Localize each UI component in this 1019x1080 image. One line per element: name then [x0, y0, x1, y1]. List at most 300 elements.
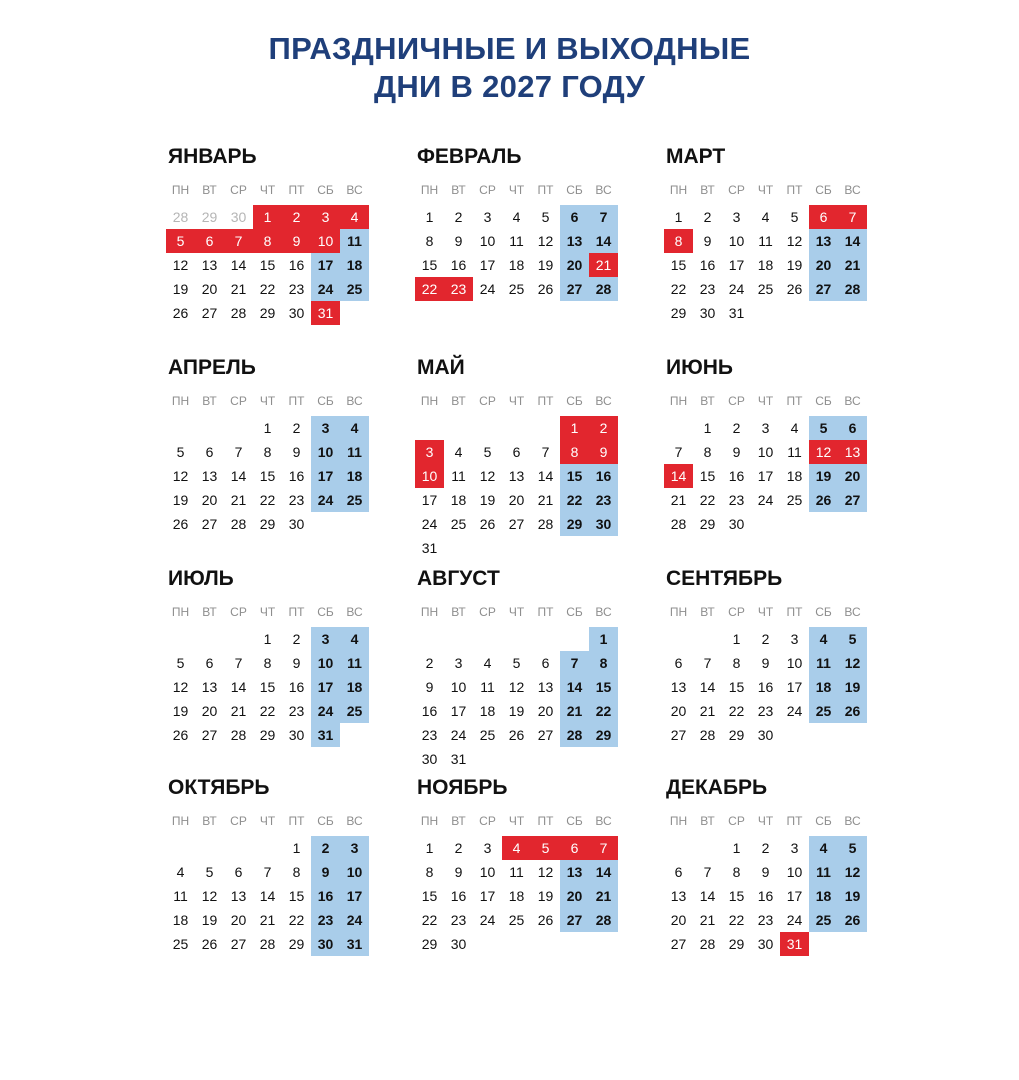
day-cell: 4 — [340, 416, 369, 440]
day-cell: 19 — [786, 257, 803, 273]
day-cell: 24 — [450, 727, 467, 743]
day-cell: 1 — [263, 631, 272, 647]
day-cell: 17 — [479, 257, 496, 273]
day-cell: 24 — [421, 516, 438, 532]
day-cell: 30 — [311, 932, 340, 956]
weekday-header: ВС — [844, 183, 861, 197]
day-cell: 10 — [340, 860, 369, 884]
day-cell: 10 — [757, 444, 774, 460]
day-cell: 24 — [340, 908, 369, 932]
day-cell: 31 — [780, 932, 809, 956]
day-cell: 29 — [670, 305, 687, 321]
day-cell: 20 — [201, 281, 218, 297]
day-cell: 19 — [479, 492, 496, 508]
day-cell: 7 — [263, 864, 272, 880]
day-cell: 21 — [699, 912, 716, 928]
day-cell: 22 — [728, 703, 745, 719]
day-cell: 18 — [809, 675, 838, 699]
weekday-header: СР — [230, 814, 247, 828]
weekday-header: ПН — [669, 605, 688, 619]
day-cell: 13 — [201, 679, 218, 695]
day-cell: 6 — [560, 205, 589, 229]
weekday-header: СБ — [566, 814, 583, 828]
day-cell: 9 — [311, 860, 340, 884]
day-cell: 2 — [703, 209, 712, 225]
day-cell: 16 — [589, 464, 618, 488]
day-cell: 27 — [201, 727, 218, 743]
day-cell: 27 — [201, 516, 218, 532]
day-cell: 8 — [263, 444, 272, 460]
weekday-header: ВТ — [202, 605, 217, 619]
weekday-header: ЧТ — [508, 394, 525, 408]
month-name: МАРТ — [666, 145, 726, 168]
day-cell: 29 — [589, 723, 618, 747]
day-cell: 9 — [761, 864, 770, 880]
day-cell: 11 — [509, 233, 524, 249]
day-cell: 24 — [479, 281, 496, 297]
day-cell: 1 — [703, 420, 712, 436]
day-cell: 6 — [674, 864, 683, 880]
day-cell: 6 — [560, 836, 589, 860]
day-cell: 5 — [483, 444, 492, 460]
day-cell: 28 — [560, 723, 589, 747]
day-cell: 1 — [425, 209, 434, 225]
day-cell: 10 — [786, 655, 803, 671]
day-cell: 4 — [809, 836, 838, 860]
day-cell: 26 — [172, 516, 189, 532]
day-cell: 27 — [670, 936, 687, 952]
day-cell: 29 — [259, 516, 276, 532]
day-cell: 13 — [560, 229, 589, 253]
day-cell: 28 — [699, 727, 716, 743]
day-cell: 5 — [166, 229, 195, 253]
day-cell: 15 — [728, 888, 745, 904]
title-line-2: ДНИ В 2027 ГОДУ — [373, 69, 646, 104]
day-cell: 21 — [699, 703, 716, 719]
day-cell: 12 — [537, 864, 554, 880]
day-cell: 3 — [790, 631, 799, 647]
weekday-header: ВС — [346, 394, 363, 408]
weekday-header: ВТ — [451, 814, 466, 828]
day-cell: 15 — [560, 464, 589, 488]
day-cell: 15 — [670, 257, 687, 273]
weekday-header: ПН — [420, 814, 439, 828]
day-cell: 6 — [195, 229, 224, 253]
day-cell: 2 — [454, 840, 463, 856]
day-cell: 7 — [838, 205, 867, 229]
day-cell: 18 — [340, 253, 369, 277]
day-cell: 24 — [311, 488, 340, 512]
day-cell: 10 — [311, 440, 340, 464]
weekday-header: ВТ — [700, 605, 715, 619]
weekday-header: ВС — [346, 605, 363, 619]
month-name: АВГУСТ — [417, 567, 500, 590]
day-cell: 21 — [589, 253, 618, 277]
day-cell: 25 — [340, 277, 369, 301]
day-cell: 23 — [288, 492, 305, 508]
day-cell: 23 — [728, 492, 745, 508]
day-cell: 29 — [560, 512, 589, 536]
day-cell: 11 — [509, 864, 524, 880]
weekday-header: ПН — [420, 605, 439, 619]
day-cell: 25 — [172, 936, 189, 952]
weekday-header: ПН — [420, 183, 439, 197]
day-cell: 10 — [415, 464, 444, 488]
weekday-header: ПТ — [786, 605, 803, 619]
day-cell: 27 — [230, 936, 247, 952]
weekday-header: ПН — [171, 605, 190, 619]
day-cell: 18 — [508, 888, 525, 904]
day-cell: 6 — [234, 864, 243, 880]
day-cell: 26 — [537, 912, 554, 928]
day-cell: 12 — [508, 679, 525, 695]
day-cell: 24 — [311, 699, 340, 723]
day-cell: 3 — [415, 440, 444, 464]
day-cell: 6 — [838, 416, 867, 440]
day-cell: 17 — [421, 492, 438, 508]
day-cell: 18 — [809, 884, 838, 908]
day-cell: 22 — [699, 492, 716, 508]
day-cell: 21 — [230, 703, 247, 719]
day-cell: 2 — [292, 420, 301, 436]
weekday-header: СР — [728, 394, 745, 408]
day-cell: 26 — [809, 488, 838, 512]
day-cell: 21 — [560, 699, 589, 723]
day-cell: 17 — [786, 679, 803, 695]
day-cell: 16 — [288, 468, 305, 484]
other-month-day: 29 — [201, 209, 218, 225]
day-cell: 19 — [172, 492, 189, 508]
day-cell: 29 — [288, 936, 305, 952]
day-cell: 6 — [512, 444, 521, 460]
page-title — [0, 30, 1019, 106]
day-cell: 28 — [230, 727, 247, 743]
weekday-header: ЧТ — [508, 183, 525, 197]
other-month-day: 28 — [172, 209, 189, 225]
day-cell: 20 — [838, 464, 867, 488]
day-cell: 31 — [340, 932, 369, 956]
day-cell: 22 — [259, 492, 276, 508]
day-cell: 5 — [809, 416, 838, 440]
day-cell: 14 — [259, 888, 276, 904]
day-cell: 14 — [664, 464, 693, 488]
day-cell: 23 — [589, 488, 618, 512]
day-cell: 27 — [508, 516, 525, 532]
day-cell: 8 — [703, 444, 712, 460]
day-cell: 2 — [292, 631, 301, 647]
weekday-header: ЧТ — [757, 394, 774, 408]
day-cell: 10 — [479, 233, 496, 249]
day-cell: 30 — [589, 512, 618, 536]
day-cell: 2 — [282, 205, 311, 229]
day-cell: 3 — [454, 655, 463, 671]
day-cell: 11 — [809, 651, 838, 675]
day-cell: 11 — [451, 468, 466, 484]
day-cell: 6 — [541, 655, 550, 671]
month-name: НОЯБРЬ — [417, 776, 508, 799]
weekday-header: СБ — [317, 394, 334, 408]
day-cell: 27 — [809, 277, 838, 301]
day-cell: 4 — [761, 209, 770, 225]
weekday-header: СБ — [317, 183, 334, 197]
day-cell: 16 — [288, 679, 305, 695]
day-cell: 16 — [421, 703, 438, 719]
day-cell: 4 — [512, 209, 521, 225]
weekday-header: ВТ — [700, 394, 715, 408]
day-cell: 15 — [421, 257, 438, 273]
day-cell: 26 — [838, 908, 867, 932]
day-cell: 7 — [224, 229, 253, 253]
day-cell: 9 — [732, 444, 741, 460]
day-cell: 21 — [670, 492, 687, 508]
day-cell: 19 — [537, 888, 554, 904]
weekday-header: ВТ — [451, 605, 466, 619]
day-cell: 21 — [838, 253, 867, 277]
day-cell: 7 — [589, 205, 618, 229]
day-cell: 14 — [699, 679, 716, 695]
day-cell: 17 — [311, 464, 340, 488]
weekday-header: ПТ — [288, 605, 305, 619]
day-cell: 23 — [311, 908, 340, 932]
day-cell: 16 — [757, 888, 774, 904]
day-cell: 18 — [479, 703, 496, 719]
day-cell: 17 — [728, 257, 745, 273]
weekday-header: ЧТ — [259, 814, 276, 828]
month-name: СЕНТЯБРЬ — [666, 567, 783, 590]
day-cell: 19 — [537, 257, 554, 273]
day-cell: 3 — [340, 836, 369, 860]
day-cell: 3 — [311, 627, 340, 651]
weekday-header: ЧТ — [259, 183, 276, 197]
weekday-header: ПТ — [537, 394, 554, 408]
day-cell: 7 — [560, 651, 589, 675]
title-line-1: ПРАЗДНИЧНЫЕ И ВЫХОДНЫЕ — [268, 31, 751, 66]
day-cell: 13 — [560, 860, 589, 884]
day-cell: 14 — [699, 888, 716, 904]
day-cell: 17 — [311, 253, 340, 277]
weekday-header: ЧТ — [757, 183, 774, 197]
day-cell: 22 — [259, 281, 276, 297]
day-cell: 25 — [508, 912, 525, 928]
day-cell: 18 — [340, 675, 369, 699]
day-cell: 30 — [699, 305, 716, 321]
day-cell: 28 — [537, 516, 554, 532]
day-cell: 5 — [176, 444, 185, 460]
weekday-header: ВТ — [451, 394, 466, 408]
weekday-header: СР — [479, 394, 496, 408]
day-cell: 8 — [292, 864, 301, 880]
day-cell: 4 — [483, 655, 492, 671]
day-cell: 8 — [732, 655, 741, 671]
day-cell: 21 — [230, 492, 247, 508]
day-cell: 20 — [560, 884, 589, 908]
day-cell: 6 — [674, 655, 683, 671]
month-name: ФЕВРАЛЬ — [417, 145, 522, 168]
weekday-header: ЧТ — [757, 814, 774, 828]
day-cell: 13 — [809, 229, 838, 253]
day-cell: 31 — [450, 751, 467, 767]
day-cell: 26 — [508, 727, 525, 743]
day-cell: 16 — [728, 468, 745, 484]
day-cell: 27 — [201, 305, 218, 321]
weekday-header: ВС — [346, 183, 363, 197]
day-cell: 13 — [508, 468, 525, 484]
day-cell: 8 — [589, 651, 618, 675]
day-cell: 19 — [172, 703, 189, 719]
day-cell: 29 — [259, 727, 276, 743]
day-cell: 22 — [421, 912, 438, 928]
day-cell: 7 — [234, 655, 243, 671]
day-cell: 22 — [415, 277, 444, 301]
day-cell: 12 — [537, 233, 554, 249]
weekday-header: СБ — [566, 183, 583, 197]
weekday-header: СР — [479, 183, 496, 197]
day-cell: 17 — [340, 884, 369, 908]
month-name: ДЕКАБРЬ — [666, 776, 768, 799]
day-cell: 30 — [757, 727, 774, 743]
day-cell: 17 — [311, 675, 340, 699]
day-cell: 7 — [703, 655, 712, 671]
day-cell: 13 — [230, 888, 247, 904]
day-cell: 25 — [340, 699, 369, 723]
weekday-header: ПТ — [786, 183, 803, 197]
day-cell: 2 — [454, 209, 463, 225]
weekday-header: ПТ — [786, 394, 803, 408]
day-cell: 1 — [292, 840, 301, 856]
day-cell: 11 — [480, 679, 495, 695]
weekday-header: ВС — [595, 814, 612, 828]
day-cell: 26 — [201, 936, 218, 952]
day-cell: 27 — [670, 727, 687, 743]
day-cell: 10 — [728, 233, 745, 249]
day-cell: 20 — [537, 703, 554, 719]
day-cell: 9 — [761, 655, 770, 671]
day-cell: 8 — [664, 229, 693, 253]
weekday-header: ПТ — [537, 605, 554, 619]
weekday-header: СБ — [815, 394, 832, 408]
day-cell: 11 — [340, 651, 369, 675]
day-cell: 28 — [589, 277, 618, 301]
day-cell: 8 — [425, 864, 434, 880]
day-cell: 23 — [421, 727, 438, 743]
weekday-header: ВС — [844, 605, 861, 619]
weekday-header: ВС — [346, 814, 363, 828]
other-month-day: 30 — [230, 209, 247, 225]
weekday-header: ЧТ — [259, 394, 276, 408]
day-cell: 30 — [421, 751, 438, 767]
day-cell: 4 — [502, 836, 531, 860]
day-cell: 11 — [809, 860, 838, 884]
day-cell: 4 — [340, 205, 369, 229]
day-cell: 18 — [340, 464, 369, 488]
weekday-header: СБ — [815, 605, 832, 619]
day-cell: 8 — [263, 655, 272, 671]
day-cell: 20 — [508, 492, 525, 508]
weekday-header: СР — [230, 605, 247, 619]
day-cell: 16 — [450, 888, 467, 904]
day-cell: 2 — [589, 416, 618, 440]
weekday-header: ПТ — [288, 394, 305, 408]
day-cell: 11 — [173, 888, 188, 904]
weekday-header: ПН — [171, 814, 190, 828]
weekday-header: СР — [230, 394, 247, 408]
day-cell: 4 — [454, 444, 463, 460]
day-cell: 7 — [674, 444, 683, 460]
day-cell: 26 — [786, 281, 803, 297]
weekday-header: ПТ — [288, 814, 305, 828]
day-cell: 15 — [259, 679, 276, 695]
day-cell: 1 — [674, 209, 683, 225]
day-cell: 5 — [790, 209, 799, 225]
weekday-header: ПН — [420, 394, 439, 408]
day-cell: 25 — [809, 699, 838, 723]
day-cell: 8 — [732, 864, 741, 880]
month-name: ЯНВАРЬ — [168, 145, 257, 168]
day-cell: 22 — [589, 699, 618, 723]
day-cell: 28 — [589, 908, 618, 932]
day-cell: 23 — [757, 912, 774, 928]
day-cell: 1 — [263, 420, 272, 436]
day-cell: 7 — [589, 836, 618, 860]
weekday-header: ВТ — [202, 394, 217, 408]
day-cell: 18 — [757, 257, 774, 273]
weekday-header: ПН — [669, 814, 688, 828]
day-cell: 14 — [589, 229, 618, 253]
day-cell: 15 — [728, 679, 745, 695]
day-cell: 21 — [537, 492, 554, 508]
day-cell: 13 — [670, 888, 687, 904]
weekday-header: ВТ — [451, 183, 466, 197]
day-cell: 18 — [172, 912, 189, 928]
day-cell: 12 — [172, 468, 189, 484]
day-cell: 16 — [450, 257, 467, 273]
day-cell: 10 — [450, 679, 467, 695]
day-cell: 2 — [761, 631, 770, 647]
weekday-header: ПТ — [537, 183, 554, 197]
day-cell: 28 — [699, 936, 716, 952]
weekday-header: ВТ — [202, 814, 217, 828]
day-cell: 6 — [809, 205, 838, 229]
day-cell: 11 — [340, 229, 369, 253]
day-cell: 19 — [838, 675, 867, 699]
day-cell: 20 — [201, 703, 218, 719]
day-cell: 25 — [508, 281, 525, 297]
weekday-header: СР — [479, 605, 496, 619]
day-cell: 14 — [560, 675, 589, 699]
day-cell: 13 — [838, 440, 867, 464]
day-cell: 10 — [311, 229, 340, 253]
day-cell: 16 — [699, 257, 716, 273]
weekday-header: СБ — [317, 814, 334, 828]
day-cell: 24 — [728, 281, 745, 297]
day-cell: 26 — [172, 727, 189, 743]
day-cell: 31 — [311, 723, 340, 747]
day-cell: 26 — [838, 699, 867, 723]
day-cell: 8 — [560, 440, 589, 464]
day-cell: 28 — [670, 516, 687, 532]
day-cell: 26 — [479, 516, 496, 532]
day-cell: 2 — [311, 836, 340, 860]
day-cell: 3 — [483, 209, 492, 225]
weekday-header: ВТ — [700, 814, 715, 828]
day-cell: 4 — [809, 627, 838, 651]
day-cell: 24 — [479, 912, 496, 928]
day-cell: 29 — [728, 936, 745, 952]
day-cell: 14 — [589, 860, 618, 884]
weekday-header: ПТ — [288, 183, 305, 197]
day-cell: 1 — [425, 840, 434, 856]
day-cell: 20 — [809, 253, 838, 277]
